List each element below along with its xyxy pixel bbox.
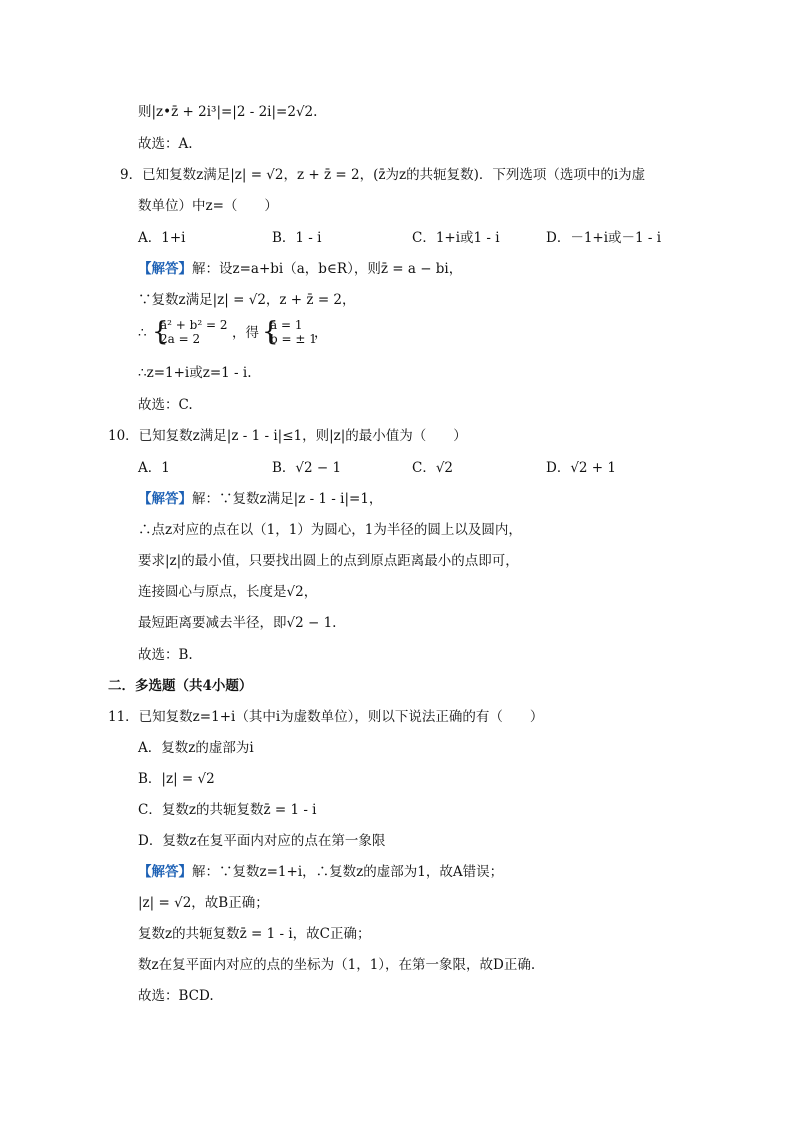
left-brace-2: { [262,317,279,347]
therefore-symbol: ∴ [138,325,147,341]
q9-option-b: B．1 - i [272,230,322,246]
answer-tag: 【解答】 [138,491,192,507]
system2-eq1: a = 1 [270,318,303,332]
q9-option-c: C．1+i或1 - i [412,230,500,246]
q11-solution-line2: |z| = √2，故B正确； [138,895,269,911]
q9-stem-line2: 数单位）中z=（ ） [138,198,278,214]
q10-option-c: C．√2 [412,460,454,476]
q10-solution-line4: 连接圆心与原点，长度是√2， [138,584,318,600]
q9-option-d: D．－1+i或－1 - i [546,230,662,246]
q10-choose-line: 故选：B. [138,647,193,663]
q9-stem-line1: 9．已知复数z满足|z| = √2，z + z̄ = 2，(z̄为z的共轭复数)．下列选项（选项中的i为虚 [120,167,646,183]
system1-eq1: a² + b² = 2 [160,318,228,332]
q11-stem-line1: 11．已知复数z=1+i（其中i为虚数单位），则以下说法正确的有（ ） [108,709,544,725]
q10-solution-line3: 要求|z|的最小值，只要找出圆上的点到原点距离最小的点即可， [138,553,519,569]
q11-option-d: D．复数z在复平面内对应的点在第一象限 [138,833,386,849]
q11-option-a: A．复数z的虚部为i [138,740,254,756]
q10-solution-line2: ∴点z对应的点在以（1，1）为圆心，1为半径的圆上以及圆内， [138,522,522,538]
q10-solution-line1 [138,490,382,508]
system2-eq2: b = ± 1 [270,332,317,346]
q9-solution-text1: 解：设z=a+bi（a，b∈R），则z̄ = a − bi， [192,261,463,277]
section-heading-multi-choice: 二．多选题（共4小题） [108,678,253,694]
top-calc-line: 则|z•z̄ + 2i³|=|2 - 2i|=2√2. [138,104,318,120]
q11-solution-line1 [138,863,503,881]
q10-solution-line5: 最短距离要减去半径，即√2 − 1. [138,615,337,631]
q9-solution-line4: ∴z=1+i或z=1 - i. [138,365,252,381]
q11-option-c: C．复数z的共轭复数z̄ = 1 - i [138,802,317,818]
left-brace-1: { [152,317,169,347]
q11-solution-line3: 复数z的共轭复数z̄ = 1 - i，故C正确； [138,926,371,942]
system-mid-text: ，得 [232,325,259,341]
top-choose-line: 故选：A. [138,136,193,152]
system-end-text: ， [314,325,328,341]
q10-option-a: A．1 [138,460,170,476]
q9-solution-line1 [138,260,462,278]
q11-choose-line: 故选：BCD. [138,988,214,1004]
q10-solution-text1: 解：∵复数z满足|z - 1 - i|=1， [192,491,383,507]
q11-solution-line4: 数z在复平面内对应的点的坐标为（1，1），在第一象限，故D正确. [138,957,536,973]
answer-tag: 【解答】 [138,864,192,880]
system1-eq2: 2a = 2 [160,332,201,346]
q9-choose-line: 故选：C. [138,397,193,413]
q10-stem-line1: 10．已知复数z满足|z - 1 - i|≤1，则|z|的最小值为（ ） [108,428,467,444]
q11-option-b: B．|z| = √2 [138,771,215,787]
q9-solution-line2: ∵复数z满足|z| = √2，z + z̄ = 2， [138,292,356,308]
answer-tag: 【解答】 [138,261,192,277]
q11-solution-text1: 解：∵复数z=1+i，∴复数z的虚部为1，故A错误； [192,864,504,880]
q10-option-b: B．√2 − 1 [272,460,342,476]
q9-option-a: A．1+i [138,230,186,246]
q10-option-d: D．√2 + 1 [546,460,616,476]
